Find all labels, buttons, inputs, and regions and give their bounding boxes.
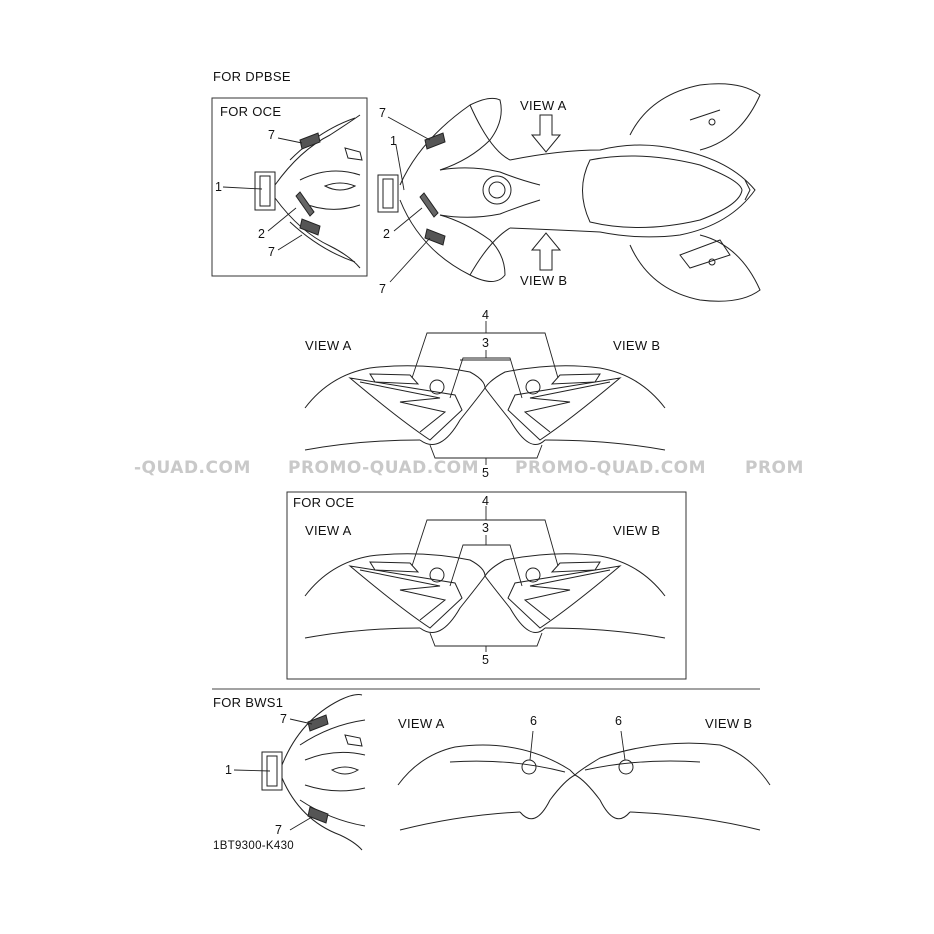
view-a-label-top: VIEW A	[520, 98, 567, 113]
view-b-label-oce: VIEW B	[613, 523, 661, 538]
view-a-label-oce: VIEW A	[305, 523, 352, 538]
callout-3: 3	[482, 521, 489, 535]
callout-1: 1	[225, 763, 232, 777]
callout-5: 5	[482, 653, 489, 667]
view-arrows	[532, 115, 560, 270]
side-view-oce	[305, 554, 665, 638]
watermark-text: PROMO-QUAD.COM	[288, 458, 480, 478]
callout-2: 2	[258, 227, 265, 241]
section-title-dpbse: FOR DPBSE	[213, 69, 291, 84]
callout-4: 4	[482, 494, 489, 508]
callout-4: 4	[482, 308, 489, 322]
watermark-text: -QUAD.COM	[134, 458, 251, 478]
watermark-text: PROMO-QUAD.COM	[515, 458, 707, 478]
oce-inset-frame	[212, 98, 367, 276]
section-title-oce-inset: FOR OCE	[220, 104, 282, 119]
part-code: 1BT9300-K430	[213, 840, 294, 852]
side-view-dpbse	[305, 360, 665, 450]
callout-6: 6	[615, 714, 622, 728]
leader-lines-bws1	[234, 719, 312, 830]
callout-6: 6	[530, 714, 537, 728]
view-b-label-dpbse: VIEW B	[613, 338, 661, 353]
callout-1: 1	[215, 180, 222, 194]
callout-7: 7	[268, 245, 275, 259]
callout-5: 5	[482, 466, 489, 480]
atv-top-view	[378, 84, 760, 302]
callout-7: 7	[280, 712, 287, 726]
section-title-oce-box: FOR OCE	[293, 495, 355, 510]
callout-7: 7	[379, 106, 386, 120]
view-b-label-bws1: VIEW B	[705, 716, 753, 731]
view-b-label-top: VIEW B	[520, 273, 568, 288]
callout-7: 7	[379, 282, 386, 296]
callout-7: 7	[268, 128, 275, 142]
callout-7: 7	[275, 823, 282, 837]
view-a-label-bws1: VIEW A	[398, 716, 445, 731]
watermark-text: PROM	[745, 458, 804, 478]
section-title-bws1: FOR BWS1	[213, 695, 284, 710]
callout-1: 1	[390, 134, 397, 148]
callout-2: 2	[383, 227, 390, 241]
side-view-bws1	[398, 743, 770, 830]
leader-lines-top	[223, 117, 430, 282]
view-a-label-dpbse: VIEW A	[305, 338, 352, 353]
leader-lines-6	[530, 731, 625, 760]
callout-3: 3	[482, 336, 489, 350]
